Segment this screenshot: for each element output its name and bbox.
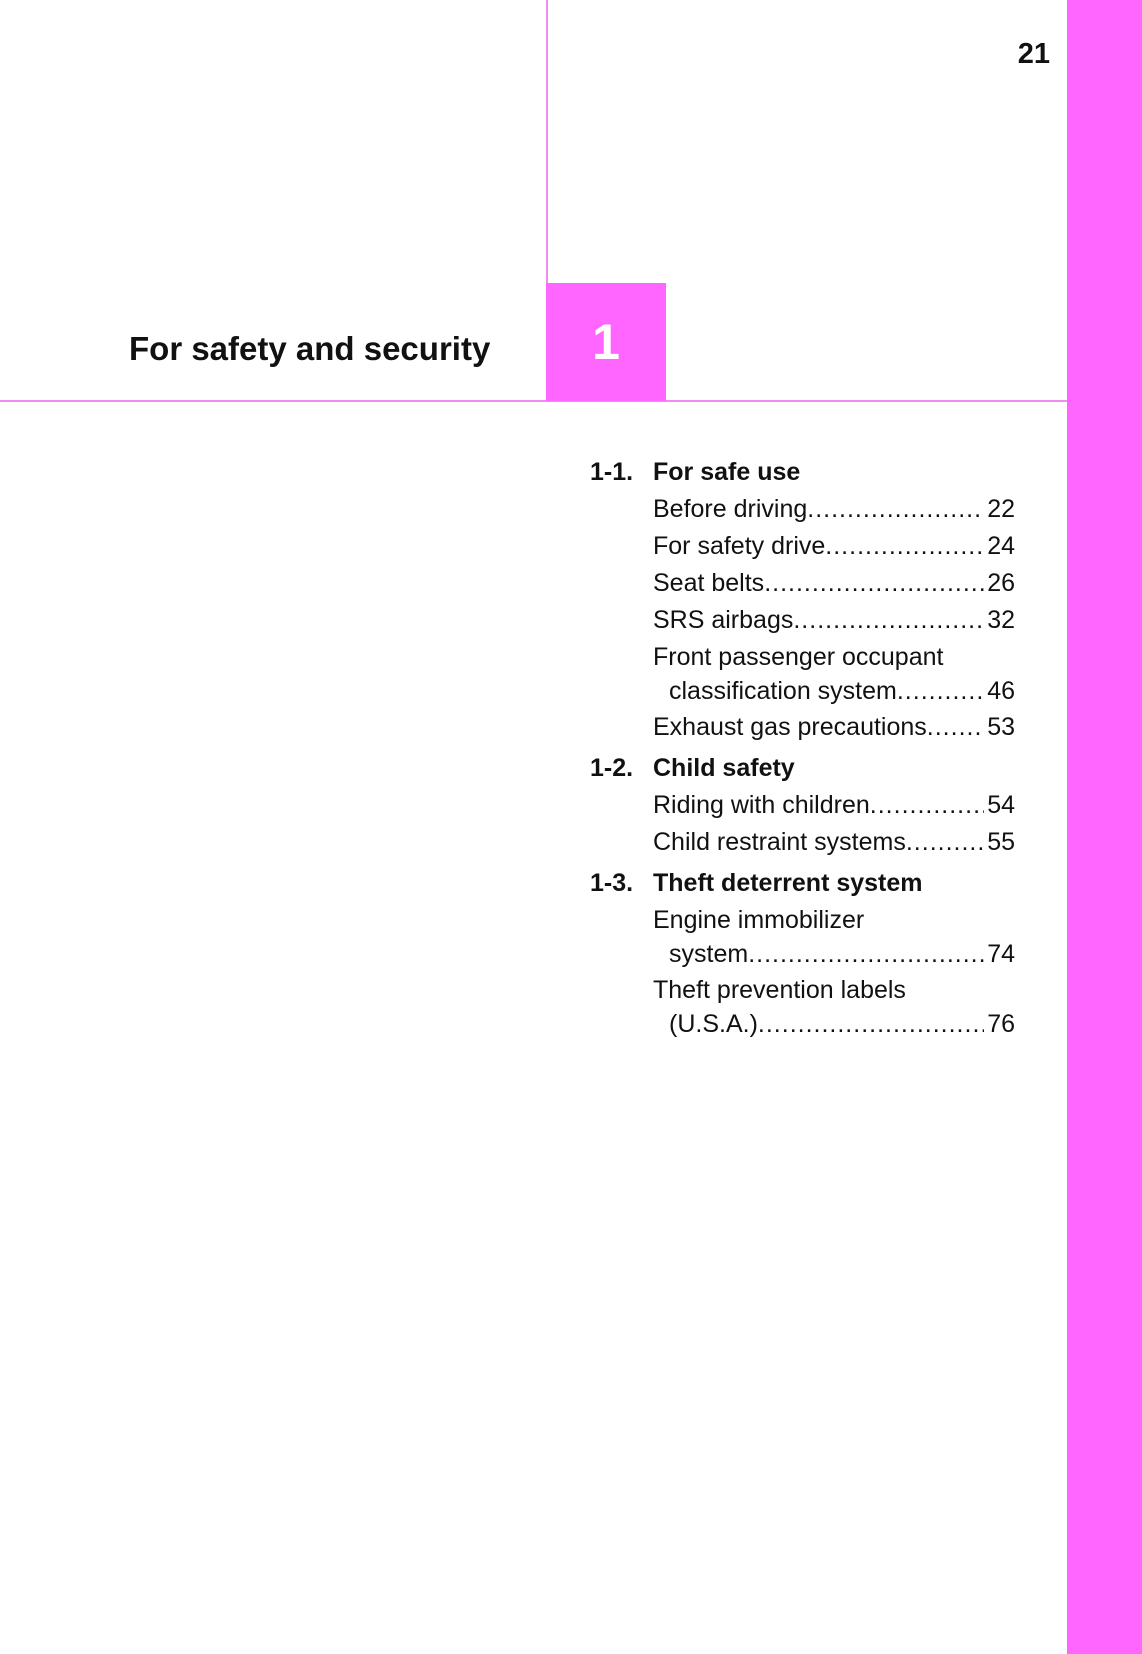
leader-dots xyxy=(807,491,984,528)
toc-entry-page: 32 xyxy=(987,606,1015,634)
section-title: Theft deterrent system xyxy=(653,869,923,897)
toc-entry-row xyxy=(653,824,1015,861)
toc-entry[interactable] xyxy=(653,972,1015,1042)
section-title: Child safety xyxy=(653,754,795,782)
toc-entry-row xyxy=(653,565,1015,602)
toc-entry-label: (U.S.A.) xyxy=(669,1010,758,1038)
leader-dots xyxy=(927,709,984,746)
toc-entry-row xyxy=(653,528,1015,565)
toc-entry-page: 22 xyxy=(987,495,1015,523)
toc-entry-label-line1: Theft prevention labels xyxy=(653,976,906,1004)
toc-entry-page: 46 xyxy=(987,677,1015,705)
toc-entry-row xyxy=(653,1009,1015,1042)
toc-entry[interactable] xyxy=(653,709,1015,746)
chapter-number-box xyxy=(546,283,666,401)
toc-entry-label: Child restraint systems xyxy=(653,828,906,856)
toc-entry-row xyxy=(653,491,1015,528)
toc-entry-page: 74 xyxy=(987,940,1015,968)
toc-entry-page: 53 xyxy=(987,713,1015,741)
leader-dots xyxy=(748,939,984,972)
toc-entry[interactable] xyxy=(653,824,1015,861)
section-title: For safe use xyxy=(653,458,801,486)
toc-entry-label-line1: Engine immobilizer xyxy=(653,906,865,934)
toc-section-heading[interactable] xyxy=(590,865,1015,902)
toc-entry[interactable] xyxy=(653,565,1015,602)
toc-section-heading[interactable] xyxy=(590,750,1015,787)
toc-entry[interactable] xyxy=(653,902,1015,972)
chapter-title: For safety and security xyxy=(129,330,491,367)
leader-dots xyxy=(793,602,984,639)
toc-entry[interactable] xyxy=(653,787,1015,824)
toc-entry-label: SRS airbags xyxy=(653,606,794,634)
toc-entry-label: classification system xyxy=(669,677,897,705)
toc-entry-page: 55 xyxy=(987,828,1015,856)
toc-entry-row xyxy=(653,676,1015,709)
toc-entry-page: 26 xyxy=(987,569,1015,597)
toc-entry-row xyxy=(653,787,1015,824)
leader-dots xyxy=(897,676,984,709)
toc-entry-label: Before driving xyxy=(653,495,808,523)
toc-entry-row xyxy=(653,939,1015,972)
toc-entry-label: For safety drive xyxy=(653,532,826,560)
toc-entry[interactable] xyxy=(653,528,1015,565)
leader-dots xyxy=(825,528,984,565)
toc-entry[interactable] xyxy=(653,639,1015,709)
toc-entry-label: Riding with children xyxy=(653,791,870,819)
page-number: 21 xyxy=(1017,38,1050,70)
toc-entry-page: 76 xyxy=(987,1010,1015,1038)
toc-entry-label: Seat belts xyxy=(653,569,765,597)
toc-entry-row xyxy=(653,602,1015,639)
chapter-number: 1 xyxy=(592,314,620,370)
toc-entry[interactable] xyxy=(653,491,1015,528)
leader-dots xyxy=(906,824,984,861)
toc-entry-row xyxy=(653,709,1015,746)
toc-entry-label: system xyxy=(669,940,749,968)
toc-entry-label-line1: Front passenger occupant xyxy=(653,643,944,671)
leader-dots xyxy=(764,565,984,602)
section-number: 1-3. xyxy=(590,869,634,897)
toc-entry[interactable] xyxy=(653,602,1015,639)
toc-entry-page: 54 xyxy=(987,791,1015,819)
table-of-contents xyxy=(590,454,1015,1042)
toc-section-heading[interactable] xyxy=(590,454,1015,491)
leader-dots xyxy=(870,787,984,824)
toc-entry-label: Exhaust gas precautions xyxy=(653,713,927,741)
section-number: 1-2. xyxy=(590,754,634,782)
divider-horizontal xyxy=(0,400,1067,402)
divider-vertical xyxy=(546,0,548,283)
leader-dots xyxy=(758,1009,984,1042)
section-number: 1-1. xyxy=(590,458,634,486)
toc-entry-page: 24 xyxy=(987,532,1015,560)
chapter-tab-sidebar xyxy=(1067,0,1142,1654)
